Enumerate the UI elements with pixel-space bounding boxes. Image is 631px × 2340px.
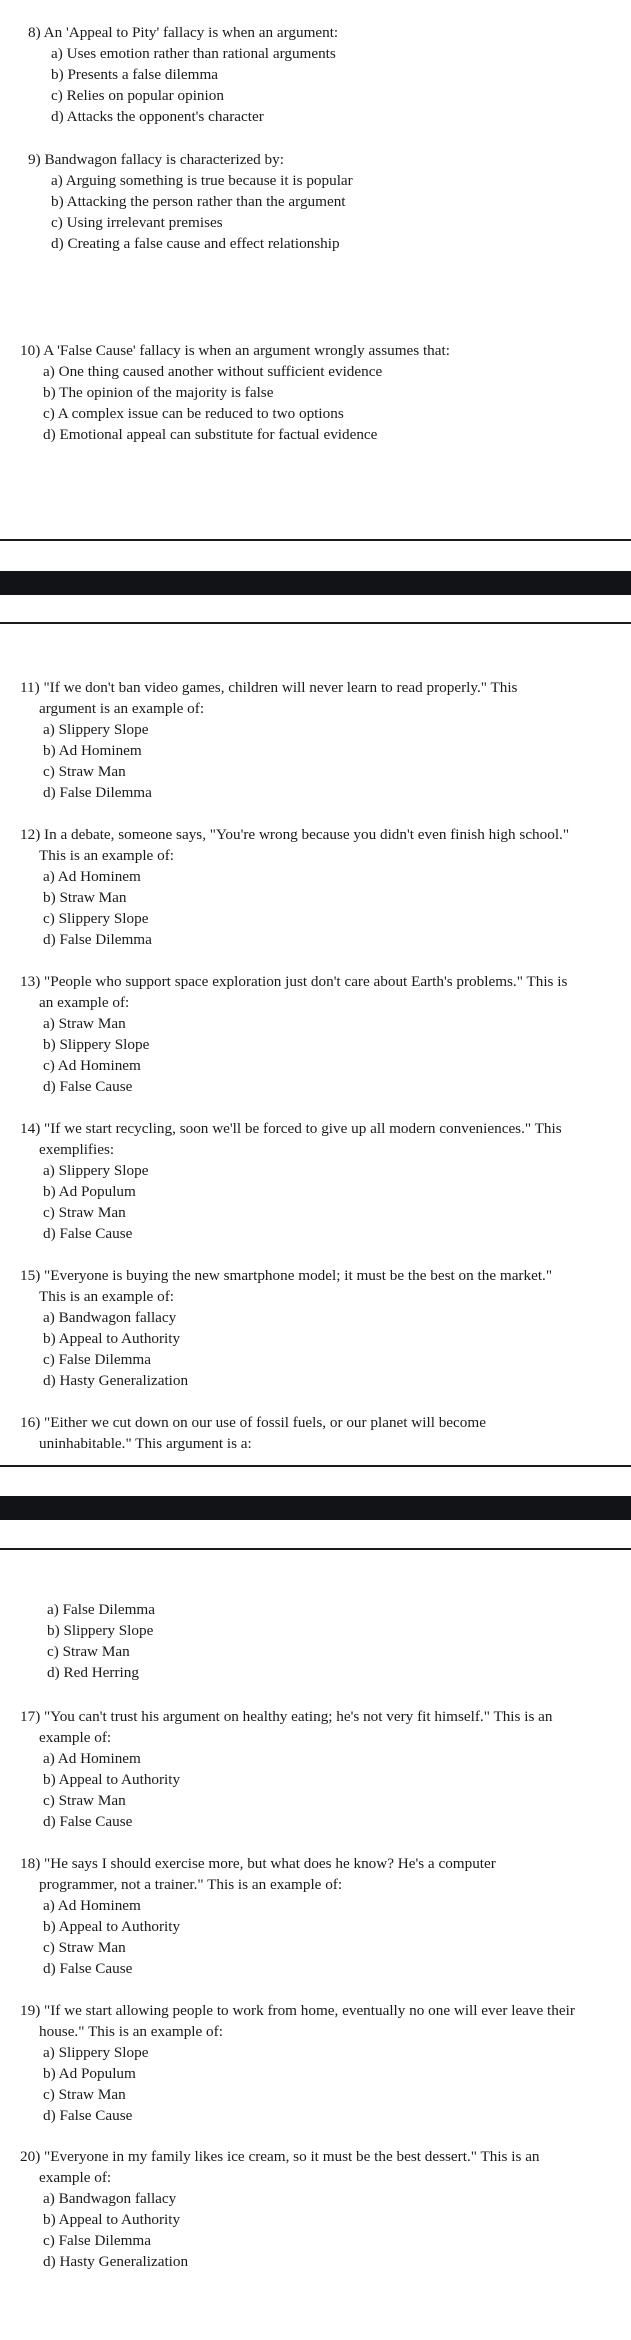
answer-option: a) Ad Hominem <box>43 1750 141 1767</box>
question-number: 13) <box>20 973 41 990</box>
question-18 <box>20 1853 496 1979</box>
question-stem-text: Bandwagon fallacy is characterized by: <box>44 151 284 168</box>
question-stem-line <box>20 1706 553 1727</box>
question-16 <box>20 1412 486 1454</box>
question-number: 15) <box>20 1267 41 1284</box>
answer-option: d) Red Herring <box>47 1664 139 1681</box>
answer-option: a) Uses emotion rather than rational arguments <box>51 45 336 62</box>
question-stem-text: "Everyone in my family likes ice cream, so it must be the best dessert." This is an <box>44 2148 540 2165</box>
answer-option: d) Hasty Generalization <box>43 2253 189 2270</box>
page-break-rule <box>0 622 631 624</box>
answer-option: a) Arguing something is true because it is popular <box>51 172 353 189</box>
answer-option: a) False Dilemma <box>47 1601 155 1618</box>
question-stem-text: This is an example of: <box>39 847 174 864</box>
question-stem-text: "If we start allowing people to work from home, eventually no one will ever leave their <box>44 2002 575 2019</box>
answer-option: c) False Dilemma <box>43 1351 151 1368</box>
question-number: 10) <box>20 342 41 359</box>
answer-option: b) Ad Hominem <box>43 742 142 759</box>
question-8 <box>28 22 338 127</box>
question-stem-line <box>20 1433 486 1454</box>
question-stem-text: "If we start recycling, soon we'll be forced to give up all modern conveniences." This <box>44 1120 562 1137</box>
question-19 <box>20 2000 575 2126</box>
question-stem-line <box>20 1265 552 1286</box>
question-stem-text: A 'False Cause' fallacy is when an argument wrongly assumes that: <box>43 342 450 359</box>
answer-option: b) Slippery Slope <box>43 1036 150 1053</box>
answer-option: d) False Dilemma <box>43 784 152 801</box>
question-20 <box>20 2146 540 2272</box>
question-stem-line <box>20 1853 496 1874</box>
question-number: 17) <box>20 1708 41 1725</box>
question-number: 20) <box>20 2148 41 2165</box>
answer-option: c) Using irrelevant premises <box>51 214 223 231</box>
question-stem-line <box>20 1727 553 1748</box>
question-stem-text: "People who support space exploration just don't care about Earth's problems." This is <box>44 973 568 990</box>
question-number: 11) <box>20 679 40 696</box>
question-stem-line <box>20 2000 575 2021</box>
question-stem-line <box>20 677 517 698</box>
page-break-bar <box>0 571 631 595</box>
question-stem-text: In a debate, someone says, "You're wrong because you didn't even finish high school." <box>44 826 570 843</box>
question-stem-line <box>20 1286 552 1307</box>
answer-option: a) One thing caused another without sufficient evidence <box>43 363 383 380</box>
question-stem-text: "Either we cut down on our use of fossil fuels, or our planet will become <box>44 1414 486 1431</box>
page-break-rule <box>0 1465 631 1467</box>
question-stem-line <box>20 2167 540 2188</box>
question-stem-text: "He says I should exercise more, but what does he know? He's a computer <box>44 1855 496 1872</box>
question-stem-text: example of: <box>39 1729 112 1746</box>
question-number: 8) <box>28 24 41 41</box>
answer-option: b) The opinion of the majority is false <box>43 384 274 401</box>
question-stem-line <box>28 149 353 170</box>
question-15 <box>20 1265 552 1391</box>
answer-option: c) Straw Man <box>43 1939 126 1956</box>
question-stem-line <box>20 340 450 361</box>
answer-option: c) Relies on popular opinion <box>51 87 224 104</box>
question-stem-text: "You can't trust his argument on healthy eating; he's not very fit himself." This is an <box>44 1708 553 1725</box>
answer-option: c) Ad Hominem <box>43 1057 141 1074</box>
answer-option: d) False Cause <box>43 1960 133 1977</box>
answer-option: b) Slippery Slope <box>47 1622 154 1639</box>
question-number: 16) <box>20 1414 41 1431</box>
answer-option: d) False Cause <box>43 2107 133 2124</box>
page-break-rule <box>0 539 631 541</box>
question-17 <box>20 1706 553 1832</box>
answer-option: d) Creating a false cause and effect relationship <box>51 235 340 252</box>
answer-option: a) Straw Man <box>43 1015 126 1032</box>
answer-option: c) Straw Man <box>43 1204 126 1221</box>
question-stem-text: example of: <box>39 2169 112 2186</box>
question-stem-line <box>20 1874 496 1895</box>
answer-option: d) False Cause <box>43 1078 133 1095</box>
answer-option: a) Slippery Slope <box>43 1162 149 1179</box>
answer-option: b) Presents a false dilemma <box>51 66 219 83</box>
question-stem-text: uninhabitable." This argument is a: <box>39 1435 252 1452</box>
question-number: 9) <box>28 151 41 168</box>
question-10 <box>20 340 450 445</box>
answer-option: a) Bandwagon fallacy <box>43 1309 177 1326</box>
question-stem-line <box>20 1412 486 1433</box>
answer-option: b) Appeal to Authority <box>43 1330 181 1347</box>
question-stem-text: This is an example of: <box>39 1288 174 1305</box>
answer-option: b) Attacking the person rather than the argument <box>51 193 346 210</box>
question-12 <box>20 824 569 950</box>
question-stem-line <box>20 2021 575 2042</box>
question-stem-line <box>20 992 567 1013</box>
answer-option: c) Straw Man <box>47 1643 130 1660</box>
question-stem-line <box>20 698 517 719</box>
answer-option: b) Ad Populum <box>43 1183 136 1200</box>
question-stem-text: exemplifies: <box>39 1141 115 1158</box>
question-13 <box>20 971 567 1097</box>
question-11 <box>20 677 517 803</box>
answer-option: b) Appeal to Authority <box>43 1918 181 1935</box>
question-stem-line <box>20 1139 562 1160</box>
answer-option: a) Ad Hominem <box>43 1897 141 1914</box>
question-stem-line <box>20 1118 562 1139</box>
question-number: 19) <box>20 2002 41 2019</box>
answer-option: c) False Dilemma <box>43 2232 151 2249</box>
answer-option: c) Straw Man <box>43 2086 126 2103</box>
answer-option: c) Straw Man <box>43 763 126 780</box>
question-stem-text: An 'Appeal to Pity' fallacy is when an argument: <box>43 24 339 41</box>
question-stem-text: "If we don't ban video games, children will never learn to read properly." This <box>43 679 518 696</box>
question-stem-text: house." This is an example of: <box>39 2023 223 2040</box>
question-stem-line <box>20 2146 540 2167</box>
question-number: 14) <box>20 1120 41 1137</box>
answer-option: a) Ad Hominem <box>43 868 141 885</box>
answer-option: c) Slippery Slope <box>43 910 149 927</box>
question-stem-line <box>20 824 569 845</box>
answer-option: b) Appeal to Authority <box>43 1771 181 1788</box>
answer-option: a) Slippery Slope <box>43 721 149 738</box>
question-stem-text: programmer, not a trainer." This is an example of: <box>39 1876 343 1893</box>
question-14 <box>20 1118 562 1244</box>
question-stem-text: an example of: <box>39 994 130 1011</box>
question-number: 12) <box>20 826 41 843</box>
answer-option: a) Bandwagon fallacy <box>43 2190 177 2207</box>
question-stem-text: "Everyone is buying the new smartphone model; it must be the best on the market." <box>44 1267 553 1284</box>
question-16-options <box>24 1599 155 1683</box>
question-9 <box>28 149 353 254</box>
answer-option: c) A complex issue can be reduced to two options <box>43 405 344 422</box>
answer-option: d) Emotional appeal can substitute for factual evidence <box>43 426 378 443</box>
question-number: 18) <box>20 1855 41 1872</box>
question-stem-line <box>28 22 338 43</box>
answer-option: d) False Cause <box>43 1813 133 1830</box>
answer-option: a) Slippery Slope <box>43 2044 149 2061</box>
answer-option: c) Straw Man <box>43 1792 126 1809</box>
answer-option: b) Straw Man <box>43 889 127 906</box>
answer-option: b) Ad Populum <box>43 2065 136 2082</box>
answer-option: d) Hasty Generalization <box>43 1372 189 1389</box>
question-stem-text: argument is an example of: <box>39 700 205 717</box>
page-break-bar <box>0 1496 631 1520</box>
answer-option: d) False Cause <box>43 1225 133 1242</box>
answer-option: b) Appeal to Authority <box>43 2211 181 2228</box>
page-break-rule <box>0 1548 631 1550</box>
question-stem-line <box>20 845 569 866</box>
question-stem-line <box>20 971 567 992</box>
answer-option: d) Attacks the opponent's character <box>51 108 264 125</box>
answer-option: d) False Dilemma <box>43 931 152 948</box>
